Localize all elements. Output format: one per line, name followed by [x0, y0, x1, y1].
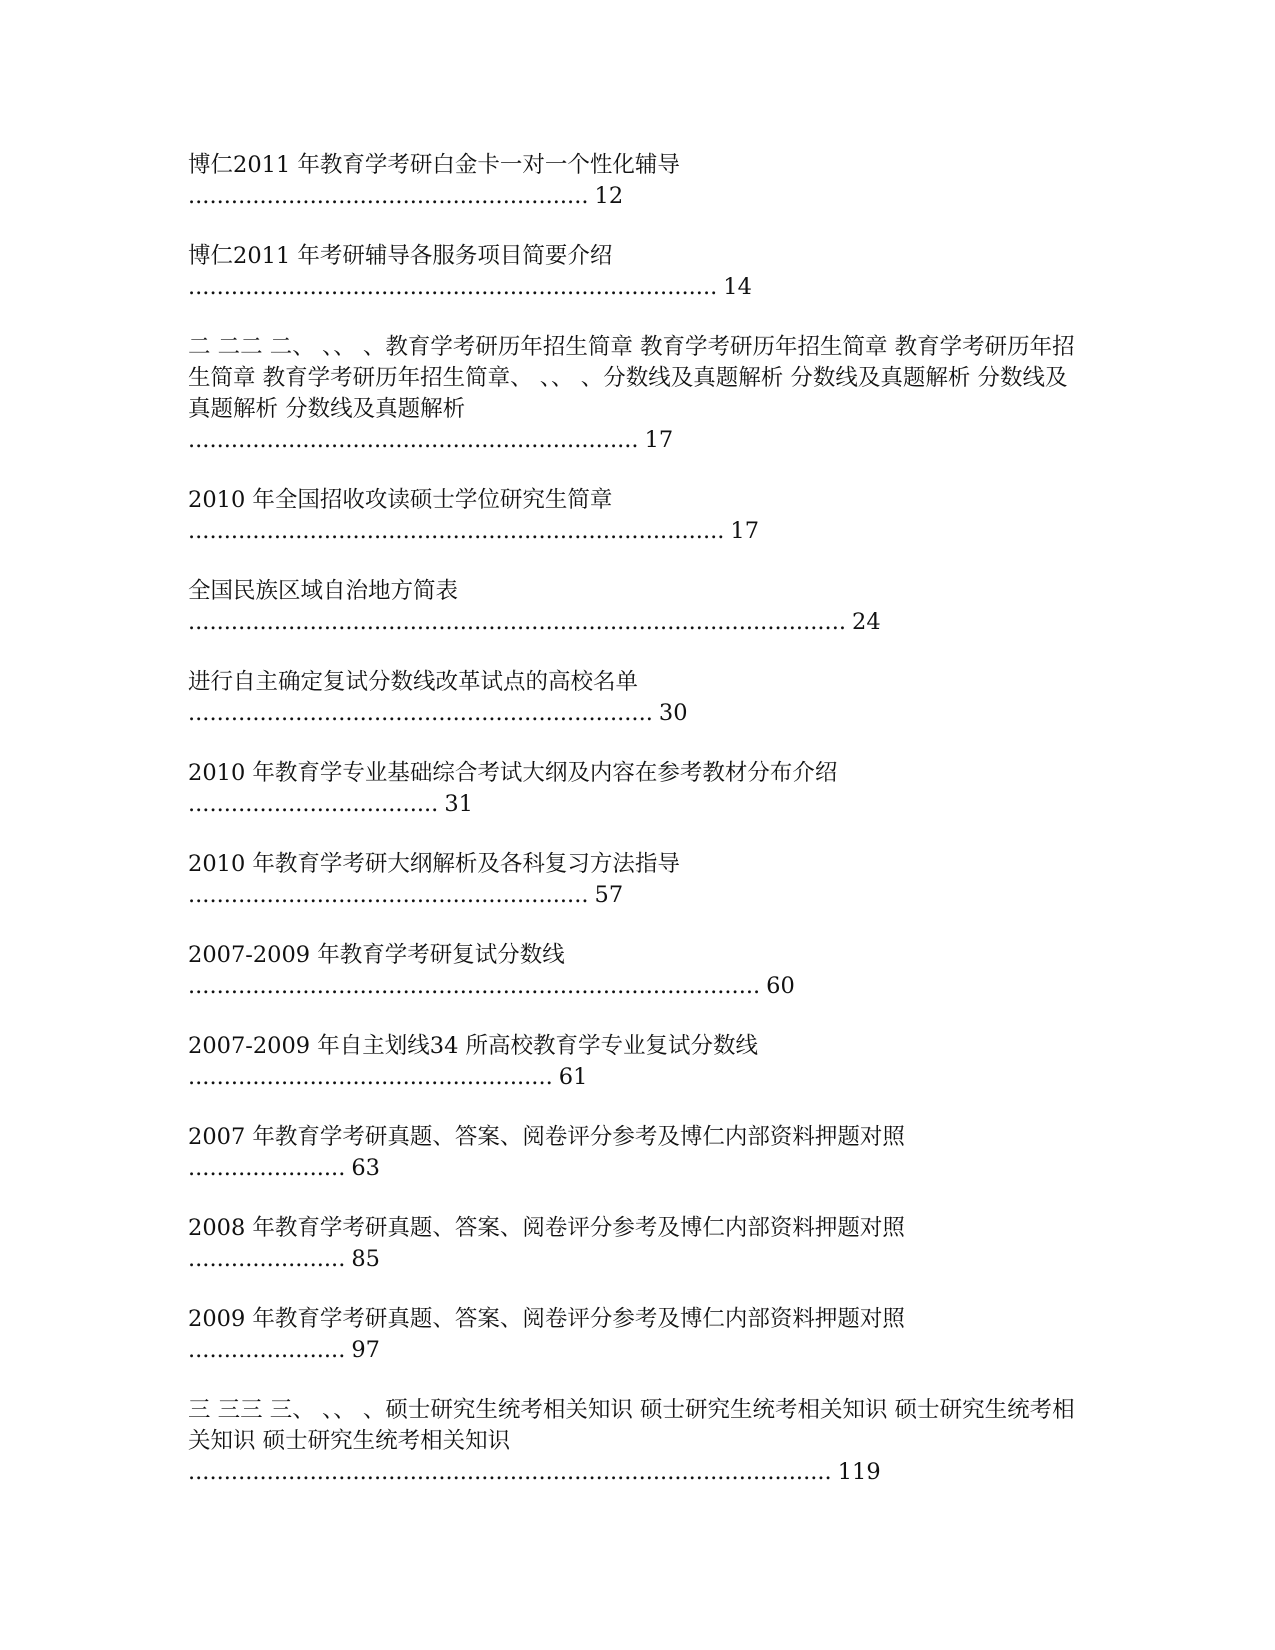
toc-page-number[interactable]: 17	[644, 427, 674, 453]
toc-entry[interactable]	[188, 1122, 1088, 1184]
dot-leader: ......................	[188, 1246, 346, 1272]
dot-leader: ..........................................................................................	[188, 1459, 832, 1485]
toc-entry-title[interactable]: 2010 年教育学考研大纲解析及各科复习方法指导	[188, 851, 680, 877]
toc-entry-title[interactable]: 2007 年教育学考研真题、答案、阅卷评分参考及博仁内部资料押题对照	[188, 1124, 905, 1150]
toc-entry-title[interactable]: 博仁2011 年考研辅导各服务项目简要介绍	[188, 243, 613, 269]
dot-leader: ...............................................................	[188, 427, 639, 453]
toc-entry[interactable]	[188, 940, 1088, 1002]
toc-entry-title[interactable]: 进行自主确定复试分数线改革试点的高校名单	[188, 669, 639, 695]
toc-page-number[interactable]: 17	[730, 518, 760, 544]
toc-entry[interactable]	[188, 485, 1088, 547]
toc-entry-leader	[188, 607, 1088, 638]
dot-leader: ........................................................	[188, 882, 589, 908]
toc-entry[interactable]	[188, 1031, 1088, 1093]
toc-page-number[interactable]: 14	[723, 274, 752, 300]
toc-entry-title[interactable]: 2008 年教育学考研真题、答案、阅卷评分参考及博仁内部资料押题对照	[188, 1215, 905, 1241]
toc-entry-leader	[188, 1062, 1088, 1093]
dot-leader: ................................................................................	[188, 973, 761, 999]
dot-leader: ..........................................................................	[188, 274, 718, 300]
toc-entry-leader	[188, 1153, 1088, 1184]
toc-entry-title[interactable]: 二 二二 二、 、、 、教育学考研历年招生简章 教育学考研历年招生简章 教育学考研历年招生简章 教育学考研历年招生简章、 、、 、分数线及真题解析 分数线及真题解析 分数线及真题解析 分数线及真题解析	[188, 334, 1075, 422]
toc-entry-leader	[188, 880, 1088, 911]
toc-page-number[interactable]: 61	[558, 1064, 588, 1090]
dot-leader: ...................................................	[188, 1064, 553, 1090]
toc-entry-leader	[188, 971, 1088, 1002]
toc-entry-leader	[188, 1244, 1088, 1275]
toc-page-number[interactable]: 63	[351, 1155, 380, 1181]
toc-entry-title[interactable]: 2010 年教育学专业基础综合考试大纲及内容在参考教材分布介绍	[188, 760, 838, 786]
dot-leader: .................................................................	[188, 700, 653, 726]
toc-page-number[interactable]: 30	[658, 700, 688, 726]
toc-entry-leader	[188, 1335, 1088, 1366]
toc-page-number[interactable]: 12	[594, 183, 624, 209]
toc-entry[interactable]	[188, 1213, 1088, 1275]
toc-entry-leader	[188, 272, 1088, 303]
toc-page-number[interactable]: 60	[766, 973, 795, 999]
dot-leader: ...........................................................................	[188, 518, 725, 544]
table-of-contents	[188, 150, 1088, 1517]
dot-leader: ............................................................................................	[188, 609, 846, 635]
toc-entry[interactable]	[188, 241, 1088, 303]
dot-leader: ......................	[188, 1337, 346, 1363]
toc-page-number[interactable]: 119	[837, 1459, 881, 1485]
dot-leader: ......................	[188, 1155, 346, 1181]
toc-page-number[interactable]: 31	[444, 791, 473, 817]
toc-entry[interactable]	[188, 849, 1088, 911]
toc-entry[interactable]	[188, 332, 1088, 456]
toc-entry[interactable]	[188, 150, 1088, 212]
toc-entry-title[interactable]: 三 三三 三、 、、 、硕士研究生统考相关知识 硕士研究生统考相关知识 硕士研究生统考相关知识 硕士研究生统考相关知识	[188, 1397, 1075, 1454]
dot-leader: ........................................................	[188, 183, 589, 209]
toc-entry-leader	[188, 698, 1088, 729]
toc-entry-leader	[188, 516, 1088, 547]
toc-entry-leader	[188, 1457, 1088, 1488]
toc-entry-leader	[188, 425, 1088, 456]
toc-entry[interactable]	[188, 1304, 1088, 1366]
dot-leader: ...................................	[188, 791, 439, 817]
toc-entry-title[interactable]: 2010 年全国招收攻读硕士学位研究生简章	[188, 487, 613, 513]
toc-entry-title[interactable]: 2007-2009 年教育学考研复试分数线	[188, 942, 565, 968]
toc-entry-title[interactable]: 博仁2011 年教育学考研白金卡一对一个性化辅导	[188, 152, 680, 178]
toc-entry-title[interactable]: 全国民族区域自治地方简表	[188, 578, 459, 604]
toc-entry-title[interactable]: 2009 年教育学考研真题、答案、阅卷评分参考及博仁内部资料押题对照	[188, 1306, 905, 1332]
toc-entry[interactable]	[188, 667, 1088, 729]
toc-page-number[interactable]: 97	[351, 1337, 380, 1363]
toc-entry-title[interactable]: 2007-2009 年自主划线34 所高校教育学专业复试分数线	[188, 1033, 759, 1059]
toc-page-number[interactable]: 57	[594, 882, 624, 908]
toc-entry-leader	[188, 789, 1088, 820]
toc-page-number[interactable]: 24	[852, 609, 881, 635]
toc-entry[interactable]	[188, 758, 1088, 820]
toc-entry[interactable]	[188, 1395, 1088, 1488]
toc-entry[interactable]	[188, 576, 1088, 638]
toc-entry-leader	[188, 181, 1088, 212]
toc-page-number[interactable]: 85	[351, 1246, 380, 1272]
